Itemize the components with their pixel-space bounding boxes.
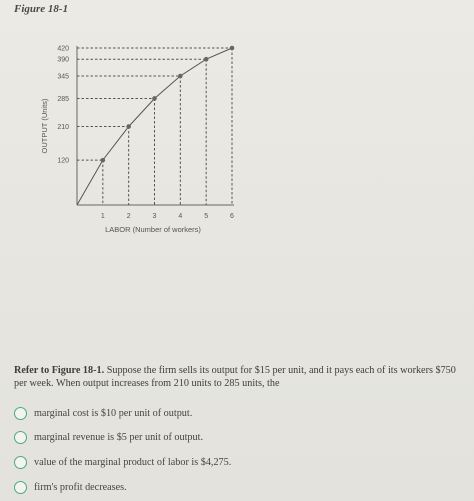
data-point <box>126 124 131 129</box>
data-point <box>204 57 209 62</box>
y-axis-label: OUTPUT (Units) <box>40 98 49 154</box>
y-tick-label: 390 <box>57 56 69 64</box>
x-tick-label: 5 <box>204 213 209 220</box>
choice-label: marginal cost is $10 per unit of output. <box>34 407 193 419</box>
choice-d[interactable] <box>14 478 127 496</box>
choice-c[interactable] <box>14 453 231 471</box>
choice-a[interactable] <box>14 404 192 422</box>
data-point <box>230 46 235 51</box>
data-point <box>152 96 157 101</box>
y-tick-label: 420 <box>57 45 69 53</box>
y-tick-label: 210 <box>57 124 69 131</box>
y-tick-label: 285 <box>57 95 69 103</box>
radio-button[interactable] <box>14 407 27 420</box>
figure-title: Figure 18-1 <box>14 3 69 15</box>
x-axis-label: LABOR (Number of workers) <box>105 225 201 234</box>
y-tick-label: 120 <box>57 157 69 165</box>
choice-b[interactable] <box>14 428 203 446</box>
question-body: Suppose the firm sells its output for $15 per unit, and it pays each of its workers $750 per week. When output increases from 210 units to 285 units, the <box>14 365 456 389</box>
x-tick-label: 1 <box>100 213 105 220</box>
data-point <box>101 158 106 163</box>
question-text <box>14 364 466 390</box>
x-tick-label: 3 <box>152 213 157 220</box>
radio-button[interactable] <box>14 481 27 494</box>
x-tick-label: 2 <box>126 213 131 220</box>
radio-button[interactable] <box>14 431 27 444</box>
x-tick-label: 4 <box>178 213 183 220</box>
choice-label: firm's profit decreases. <box>34 481 127 493</box>
radio-button[interactable] <box>14 456 27 469</box>
choice-label: value of the marginal product of labor is $4,275. <box>34 456 232 468</box>
question-reference: Refer to Figure 18-1. <box>14 365 105 376</box>
y-tick-label: 345 <box>57 73 69 81</box>
x-tick-label: 6 <box>230 213 234 220</box>
choice-label: marginal revenue is $5 per unit of output. <box>34 431 203 443</box>
data-point <box>178 74 183 79</box>
